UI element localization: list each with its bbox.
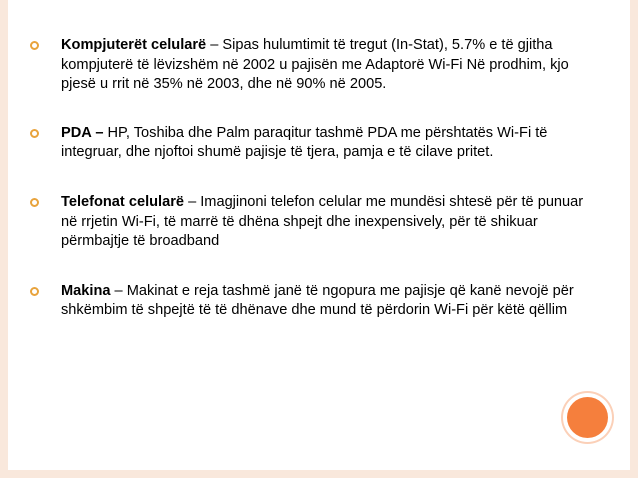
slide-border-left [0,0,8,478]
ring-bullet-icon [30,198,39,207]
ring-bullet-icon [30,287,39,296]
slide-border-right [630,0,638,478]
bullet-term: Telefonat celularë [61,193,185,210]
bullet-text: HP, Toshiba dhe Palm paraqitur tashmë PDA me përshtatës Wi-Fi të integruar, dhe njoftoi shumë pajisje të tjera, pamja e të cilave pritet. [61,124,548,161]
bullet-item-cars [30,282,590,321]
bullet-list [30,36,590,350]
bullet-text: – Sipas hulumtimit të tregut (In-Stat), 5.7% e të gjitha kompjuterë të lëvizshëm në 2002 u pajisën me Adaptorë Wi-Fi Në prodhim, kjo pjesë u rrit në 35% në 2003, dhe në 90% në 2005. [61,37,569,93]
bullet-item-phones [30,193,590,252]
bullet-term: Makina [61,282,111,299]
ring-bullet-icon [30,41,39,50]
bullet-term: Kompjuterët celularë [61,37,207,53]
bullet-item-pda [30,124,590,163]
bullet-item-laptops [30,36,590,95]
orange-circle-icon [567,397,608,438]
bullet-text: – Makinat e reja tashmë janë të ngopura me pajisje që kanë nevojë për shkëmbim të shpejtë të të dhënave dhe mund të përdorin Wi-Fi për këtë qëllim [61,282,574,319]
bullet-text: – Imagjinoni telefon celular me mundësi shtesë për të punuar në rrjetin Wi-Fi, të marrë të dhëna shpejt dhe inexpensively, për të shikuar përmbajtje të broadband [61,193,584,250]
bullet-term: PDA – [61,124,104,141]
slide-border-bottom [0,470,638,478]
ring-bullet-icon [30,129,39,138]
